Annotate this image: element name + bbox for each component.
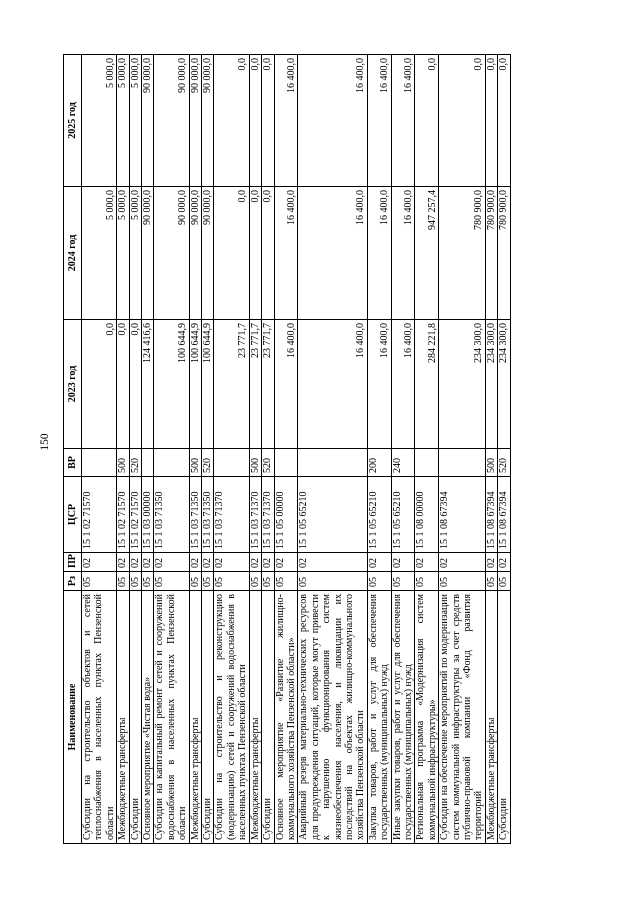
cell-vr: 500 [249,449,261,477]
header-2023: 2023 год [64,320,82,449]
cell-csr: 15 1 08 00000 [415,477,439,553]
cell-pr: 02 [391,553,415,572]
cell-pr: 02 [249,553,261,572]
cell-vr: 240 [391,449,415,477]
cell-pr: 02 [214,553,249,572]
table-body [82,55,511,844]
cell-csr: 15 1 03 71370 [262,477,274,553]
cell-2025: 90 000,0 [189,55,201,187]
cell-csr: 15 1 08 67394 [498,477,510,553]
cell-csr: 15 1 02 71570 [82,477,117,553]
cell-2024: 5 000,0 [82,187,117,320]
cell-2023: 284 221,8 [415,320,439,449]
cell-vr: 520 [262,449,274,477]
cell-2023: 124 416,6 [142,320,154,449]
table-row [202,55,214,844]
cell-vr: 500 [117,449,129,477]
cell-pr: 02 [498,553,510,572]
cell-pr: 02 [262,553,274,572]
cell-2024: 780 900,0 [485,187,497,320]
cell-csr: 15 1 08 67394 [485,477,497,553]
cell-2025: 16 400,0 [298,55,367,187]
cell-pr: 02 [485,553,497,572]
cell-csr: 15 1 05 65210 [367,477,391,553]
cell-csr: 15 1 03 71370 [249,477,261,553]
cell-csr: 15 1 05 65210 [391,477,415,553]
cell-csr: 15 1 03 71350 [189,477,201,553]
cell-rz: 05 [274,572,298,591]
cell-csr: 15 1 02 71570 [117,477,129,553]
cell-2023: 16 400,0 [391,320,415,449]
table-row [498,55,510,844]
cell-2024: 947 257,4 [415,187,439,320]
cell-pr: 02 [154,553,189,572]
cell-csr: 15 1 03 71350 [202,477,214,553]
cell-name: Основное мероприятие «Развитие жилищно-коммунального хозяйства Пензенской области» [274,591,298,844]
cell-vr [82,449,117,477]
cell-2023: 16 400,0 [367,320,391,449]
cell-2025: 0,0 [214,55,249,187]
cell-vr: 520 [202,449,214,477]
table-row [82,55,117,844]
table-row [485,55,497,844]
cell-rz: 05 [154,572,189,591]
cell-vr: 520 [498,449,510,477]
cell-vr: 500 [485,449,497,477]
cell-2025: 90 000,0 [142,55,154,187]
cell-csr: 15 1 08 67394 [439,477,486,553]
cell-2023: 23 771,7 [249,320,261,449]
cell-vr [274,449,298,477]
cell-vr: 520 [129,449,141,477]
cell-name: Субсидии [202,591,214,844]
header-csr: ЦСР [64,477,82,553]
cell-csr: 15 1 05 65210 [298,477,367,553]
cell-2024: 16 400,0 [391,187,415,320]
cell-name: Субсидии [129,591,141,844]
cell-csr: 15 1 05 00000 [274,477,298,553]
cell-2023: 0,0 [82,320,117,449]
table-header-row [64,55,82,844]
cell-2025: 0,0 [485,55,497,187]
cell-2025: 0,0 [262,55,274,187]
table-row [189,55,201,844]
cell-2025: 5 000,0 [129,55,141,187]
cell-name: Основное мероприятие «Чистая вода» [142,591,154,844]
cell-vr [214,449,249,477]
cell-2025: 0,0 [439,55,486,187]
cell-pr: 02 [189,553,201,572]
cell-2023: 16 400,0 [274,320,298,449]
cell-name: Субсидии [498,591,510,844]
cell-rz: 05 [367,572,391,591]
table-row [249,55,261,844]
cell-2023: 100 644,9 [189,320,201,449]
header-rz: Рз [64,572,82,591]
cell-vr [154,449,189,477]
cell-2025: 90 000,0 [202,55,214,187]
cell-2024: 0,0 [214,187,249,320]
cell-rz: 05 [485,572,497,591]
cell-name: Субсидии на капитальный ремонт сетей и сооружений водоснабжения в населенных пунктах Пензенской области [154,591,189,844]
table-row [439,55,486,844]
header-vr: ВР [64,449,82,477]
table-row [214,55,249,844]
cell-rz: 05 [142,572,154,591]
cell-2024: 16 400,0 [367,187,391,320]
cell-2025: 5 000,0 [117,55,129,187]
cell-rz: 05 [202,572,214,591]
cell-2024: 0,0 [262,187,274,320]
cell-2024: 16 400,0 [298,187,367,320]
cell-vr [439,449,486,477]
cell-name: Региональная программа «Модернизация систем коммунальной инфраструктуры» [415,591,439,844]
cell-vr: 200 [367,449,391,477]
cell-name: Субсидии [262,591,274,844]
page-number: 150 [39,433,51,451]
cell-rz: 05 [298,572,367,591]
table-row [154,55,189,844]
cell-pr: 02 [202,553,214,572]
cell-rz: 05 [129,572,141,591]
table-row [262,55,274,844]
cell-csr: 15 1 02 71570 [129,477,141,553]
cell-name: Субсидии на строительство и реконструкцию (модернизацию) сетей и сооружений водоснабжения в населенных пунктах Пензенской области [214,591,249,844]
cell-name: Аварийный резерв материально-технических ресурсов для предупреждения ситуаций, которые могут привести к нарушению функционирования систем жизнеобеспечения населения, и ликвидации их последствий на объектах жилищно-коммунального хозяйства Пензенской области [298,591,367,844]
cell-csr: 15 1 03 71370 [214,477,249,553]
cell-2024: 90 000,0 [154,187,189,320]
cell-2024: 90 000,0 [142,187,154,320]
cell-csr: 15 1 03 00000 [142,477,154,553]
cell-2024: 16 400,0 [274,187,298,320]
rotated-page-content [63,55,593,844]
budget-table [63,54,511,844]
cell-2024: 0,0 [249,187,261,320]
cell-2024: 90 000,0 [189,187,201,320]
cell-2025: 16 400,0 [391,55,415,187]
cell-name: Субсидии на обеспечение мероприятий по модернизации систем коммунальной инфраструктуры за счет средств публично-правовой компании «Фонд развития территорий [439,591,486,844]
header-2024: 2024 год [64,187,82,320]
cell-rz: 05 [415,572,439,591]
table-row [391,55,415,844]
cell-rz: 05 [82,572,117,591]
cell-2024: 780 900,0 [439,187,486,320]
cell-csr: 15 1 03 71350 [154,477,189,553]
cell-rz: 05 [391,572,415,591]
cell-pr: 02 [298,553,367,572]
cell-name: Межбюджетные трансферты [189,591,201,844]
cell-2024: 5 000,0 [117,187,129,320]
cell-pr: 02 [439,553,486,572]
cell-pr: 02 [117,553,129,572]
header-pr: ПР [64,553,82,572]
table-row [142,55,154,844]
cell-rz: 05 [117,572,129,591]
cell-2025: 16 400,0 [367,55,391,187]
cell-rz: 05 [498,572,510,591]
cell-2023: 0,0 [117,320,129,449]
table-row [415,55,439,844]
cell-pr: 02 [129,553,141,572]
cell-2023: 23 771,7 [262,320,274,449]
cell-2025: 0,0 [415,55,439,187]
cell-vr [298,449,367,477]
cell-name: Иные закупки товаров, работ и услуг для обеспечения государственных (муниципальных) нужд [391,591,415,844]
cell-vr [142,449,154,477]
table-row [274,55,298,844]
cell-rz: 05 [262,572,274,591]
cell-2025: 0,0 [249,55,261,187]
cell-name: Межбюджетные трансферты [485,591,497,844]
cell-vr: 500 [189,449,201,477]
cell-2025: 5 000,0 [82,55,117,187]
cell-name: Субсидии на строительство объектов и сетей теплоснабжения в населенных пунктах Пензенской области [82,591,117,844]
cell-pr: 02 [82,553,117,572]
cell-2023: 234 300,0 [439,320,486,449]
cell-2024: 5 000,0 [129,187,141,320]
table-row [129,55,141,844]
cell-pr: 02 [415,553,439,572]
cell-2023: 16 400,0 [298,320,367,449]
cell-2025: 90 000,0 [154,55,189,187]
cell-2025: 0,0 [498,55,510,187]
cell-name: Межбюджетные трансферты [117,591,129,844]
cell-2023: 234 300,0 [498,320,510,449]
cell-2025: 16 400,0 [274,55,298,187]
cell-2023: 100 644,9 [202,320,214,449]
header-2025: 2025 год [64,55,82,187]
table-row [298,55,367,844]
cell-pr: 02 [142,553,154,572]
cell-rz: 05 [249,572,261,591]
cell-rz: 05 [189,572,201,591]
cell-pr: 02 [367,553,391,572]
header-name: Наименование [64,591,82,844]
cell-2023: 0,0 [129,320,141,449]
cell-vr [415,449,439,477]
cell-2023: 23 771,7 [214,320,249,449]
cell-rz: 05 [439,572,486,591]
cell-pr: 02 [274,553,298,572]
cell-2024: 90 000,0 [202,187,214,320]
cell-2024: 780 900,0 [498,187,510,320]
cell-rz: 05 [214,572,249,591]
cell-2023: 234 300,0 [485,320,497,449]
table-row [367,55,391,844]
cell-name: Межбюджетные трансферты [249,591,261,844]
cell-name: Закупка товаров, работ и услуг для обеспечения государственных (муниципальных) нужд [367,591,391,844]
cell-2023: 100 644,9 [154,320,189,449]
table-row [117,55,129,844]
